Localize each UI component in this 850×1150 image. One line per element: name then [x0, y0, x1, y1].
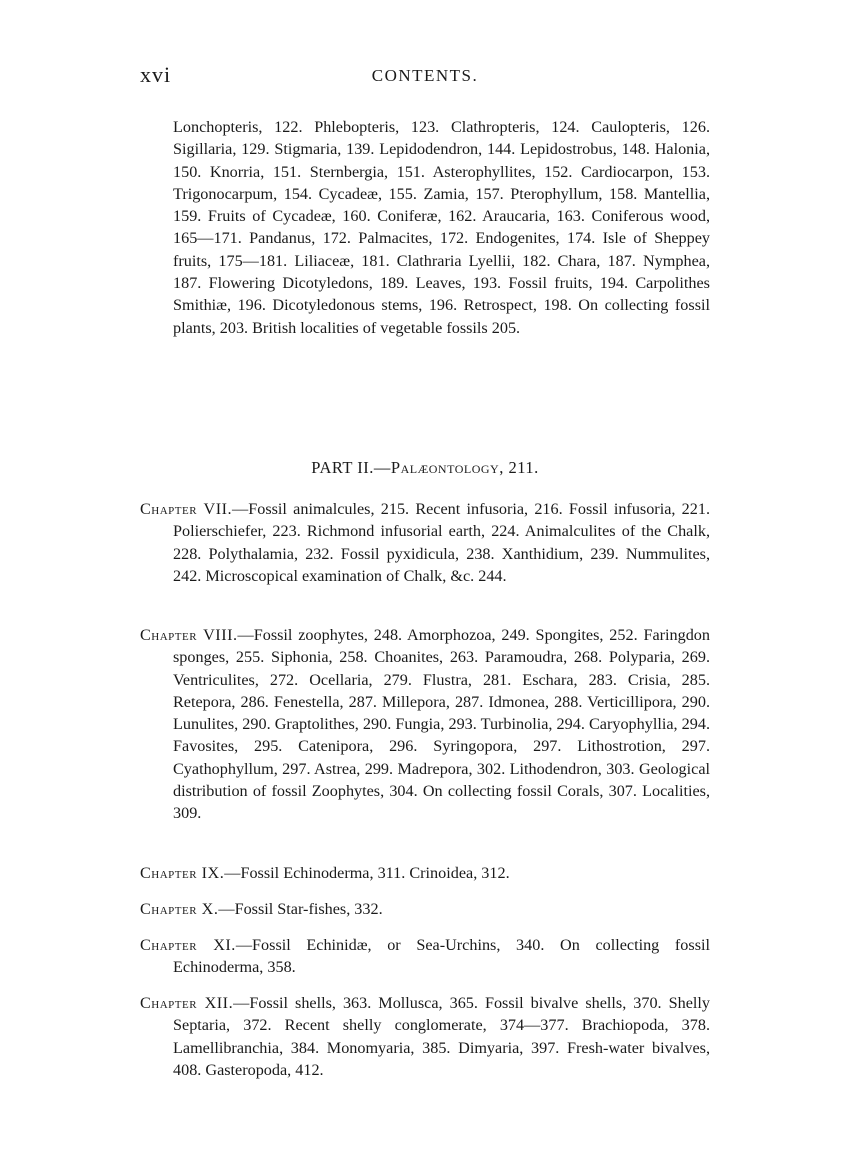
chapter-label: Chapter VIII. [140, 626, 238, 644]
chapter-text: —Fossil animalcules, 215. Recent infusoria, 216. Fossil infusoria, 221. Polierschiefer, 223. Richmond infusorial earth, 224. Animalculites of the Chalk, 228. Polythalamia, 232. Fossil pyxidicula, 238. Xanthidium, 239. Nummulites, 242. Microscopical examination of Chalk, &c. 244. [173, 500, 710, 585]
chapter-label: Chapter XII. [140, 994, 234, 1012]
chapter-text: —Fossil Star-fishes, 332. [218, 900, 383, 918]
chapter-entry-xii [140, 992, 710, 1081]
part-title: Palæontology, 211. [390, 458, 539, 477]
chapter-label: Chapter XI. [140, 936, 236, 954]
running-head: CONTENTS. [371, 66, 479, 85]
chapter-text: —Fossil zoophytes, 248. Amorphozoa, 249. Spongites, 252. Faringdon sponges, 255. Siphonia, 258. Choanites, 263. Paramoudra, 268. Polyparia, 269. Ventriculites, 272. Ocellaria, 279. Flustra, 281. Eschara, 283. Crisia, 285. Retepora, 286. Fenestella, 287. Millepora, 287. Idmonea, 288. Verticillipora, 290. Lunulites, 290. Graptolithes, 290. Fungia, 293. Turbinolia, 294. Caryophyllia, 294. Favosites, 295. Catenipora, 296. Syringopora, 297. Lithostrotion, 297. Cyathophyllum, 297. Astrea, 299. Madrepora, 302. Lithodendron, 303. Geological distribution of fossil Zoophytes, 304. On collecting fossil Corals, 307. Localities, 309. [173, 626, 710, 823]
chapter-label: Chapter X. [140, 900, 219, 918]
chapter-entry-viii [140, 624, 710, 825]
chapter-entry-ix [140, 862, 710, 884]
part-label: PART II.— [311, 458, 391, 477]
continued-contents-entry: Lonchopteris, 122. Phlebopteris, 123. Clathropteris, 124. Caulopteris, 126. Sigillaria, 129. Stigmaria, 139. Lepidodendron, 144. Lepidostrobus, 148. Halonia, 150. Knorria, 151. Sternbergia, 151. Asterophyllites, 152. Cardiocarpon, 153. Trigonocarpum, 154. Cycadeæ, 155. Zamia, 157. Pterophyllum, 158. Mantellia, 159. Fruits of Cycadeæ, 160. Coniferæ, 162. Araucaria, 163. Coniferous wood, 165—171. Pandanus, 172. Palmacites, 172. Endogenites, 174. Isle of Sheppey fruits, 175—181. Liliaceæ, 181. Clathraria Lyellii, 182. Chara, 187. Nymphea, 187. Flowering Dicotyledons, 189. Leaves, 193. Fossil fruits, 194. Carpolithes Smithiæ, 196. Dicotyledonous stems, 196. Retrospect, 198. On collecting fossil plants, 203. British localities of vegetable fossils 205. [173, 118, 710, 337]
chapter-label: Chapter IX. [140, 864, 225, 882]
page-header [140, 62, 710, 92]
part-heading [140, 458, 710, 478]
chapter-text: —Fossil Echinoderma, 311. Crinoidea, 312. [224, 864, 510, 882]
chapter-entry-xi [140, 934, 710, 979]
chapter-label: Chapter VII. [140, 500, 233, 518]
chapter-text: —Fossil shells, 363. Mollusca, 365. Fossil bivalve shells, 370. Shelly Septaria, 372. Recent shelly conglomerate, 374—377. Brachiopoda, 378. Lamellibranchia, 384. Monomyaria, 385. Dimyaria, 397. Fresh-water bivalves, 408. Gasteropoda, 412. [173, 994, 710, 1079]
chapter-text: —Fossil Echinidæ, or Sea-Urchins, 340. On collecting fossil Echinoderma, 358. [173, 936, 710, 977]
chapter-entry-x [140, 898, 710, 920]
page-number: xvi [140, 62, 172, 87]
chapter-entry-vii [140, 498, 710, 587]
